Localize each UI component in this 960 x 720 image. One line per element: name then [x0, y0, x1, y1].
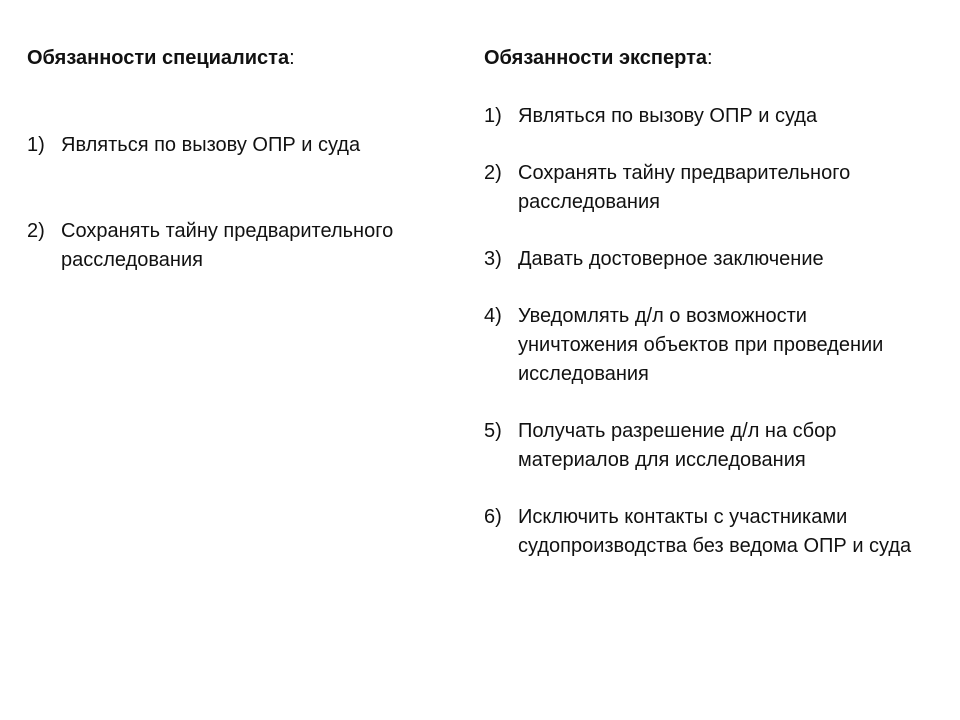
- list-item-number: 3): [484, 248, 502, 270]
- list-item: [484, 159, 924, 217]
- expert-title: Обязанности эксперта: [484, 47, 707, 69]
- list-item: [27, 217, 447, 275]
- list-item-text: Давать достоверное заключение: [518, 248, 824, 270]
- list-item-number: 2): [484, 162, 502, 184]
- list-item-text: Исключить контакты с участниками судопроизводства без ведома ОПР и суда: [518, 506, 912, 557]
- list-item-text: Сохранять тайну предварительного расследования: [61, 220, 394, 271]
- expert-duties-list: [484, 102, 924, 561]
- list-item-text: Уведомлять д/л о возможности уничтожения объектов при проведении исследования: [518, 305, 884, 385]
- expert-title-colon: :: [707, 47, 713, 69]
- list-item-number: 5): [484, 420, 502, 442]
- list-item: [484, 417, 924, 475]
- expert-column: [484, 44, 924, 561]
- list-item-text: Являться по вызову ОПР и суда: [61, 134, 361, 156]
- list-item-text: Получать разрешение д/л на сбор материалов для исследования: [518, 420, 837, 471]
- list-item-text: Являться по вызову ОПР и суда: [518, 105, 818, 127]
- list-item-number: 4): [484, 305, 502, 327]
- list-item-number: 1): [27, 134, 45, 156]
- specialist-column: [27, 44, 447, 275]
- specialist-title-colon: :: [289, 47, 295, 69]
- list-item: [27, 131, 447, 160]
- list-item-text: Сохранять тайну предварительного расследования: [518, 162, 851, 213]
- list-item-number: 2): [27, 220, 45, 242]
- list-item: [484, 302, 924, 389]
- list-item-number: 6): [484, 506, 502, 528]
- expert-heading: [484, 44, 924, 73]
- specialist-duties-list: [27, 131, 447, 275]
- list-item-number: 1): [484, 105, 502, 127]
- list-item: [484, 245, 924, 274]
- specialist-title: Обязанности специалиста: [27, 47, 290, 69]
- list-item: [484, 503, 924, 561]
- list-item: [484, 102, 924, 131]
- specialist-heading: [27, 44, 447, 73]
